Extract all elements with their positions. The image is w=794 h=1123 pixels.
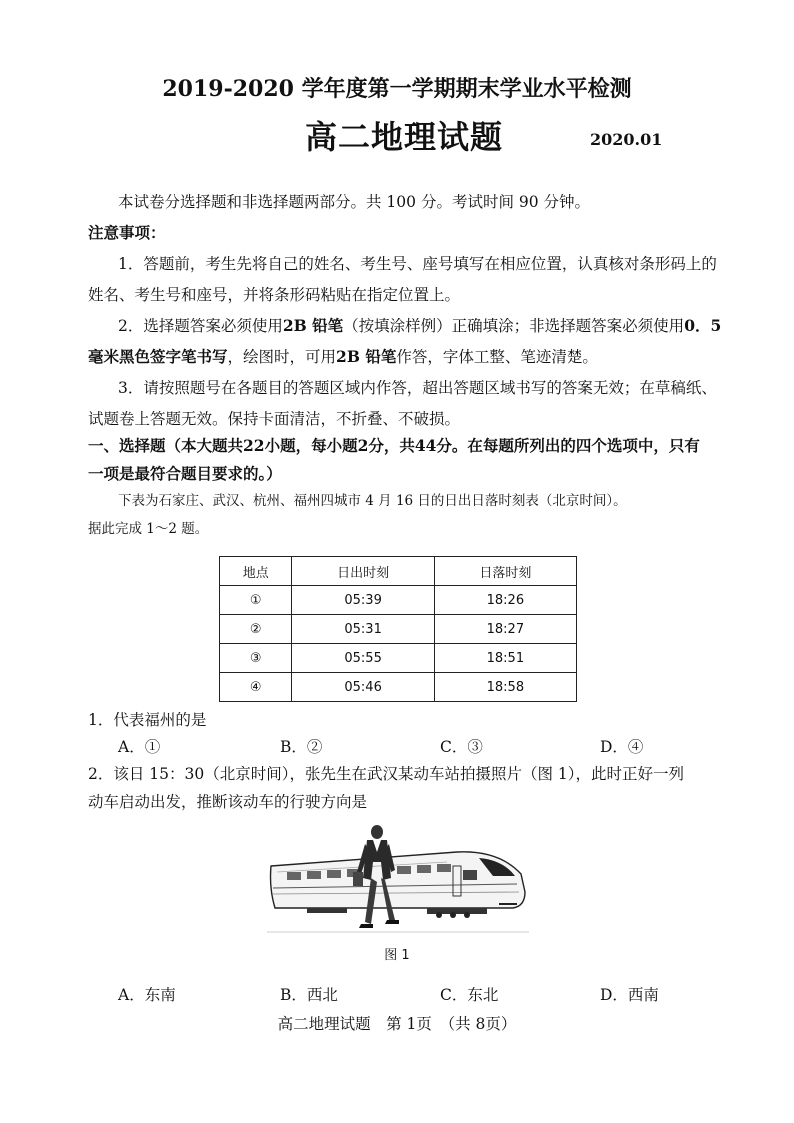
table-cell: ② — [220, 615, 292, 644]
table-header-cell: 日出时刻 — [292, 557, 434, 586]
note-1-line-2: 姓名、考生号和座号，并将条形码粘贴在指定位置上。 — [88, 286, 461, 304]
note-3-line-1: 3．请按照题号在各题目的答题区域内作答，超出答题区域书写的答案无效；在草稿纸、 — [118, 379, 717, 397]
figure-caption: 图 1 — [384, 948, 410, 963]
question-1-option-d: D．④ — [600, 738, 644, 756]
exam-title: 2019-2020 学年度第一学期期末学业水平检测 — [162, 76, 632, 102]
table-header-row — [220, 557, 577, 586]
exam-date: 2020.01 — [590, 130, 663, 149]
question-2-option-c: C．东北 — [440, 986, 499, 1004]
note-2-line-2 — [88, 345, 598, 367]
table-cell: 05:31 — [292, 615, 434, 644]
table-row — [220, 644, 577, 673]
note-2-text-b: （按填涂样例）正确填涂；非选择题答案必须使用 — [343, 317, 685, 335]
table-cell: 05:55 — [292, 644, 434, 673]
table-cell: ① — [220, 586, 292, 615]
table-cell: 05:39 — [292, 586, 434, 615]
table-cell: 18:51 — [434, 644, 576, 673]
note-2-pencil-2: 2B 铅笔 — [336, 347, 397, 366]
table-cell: ④ — [220, 673, 292, 702]
question-2-option-d: D．西南 — [600, 986, 659, 1004]
note-2-text-a: 2．选择题答案必须使用 — [118, 317, 283, 335]
table-row — [220, 673, 577, 702]
note-2-text-d: 作答，字体工整、笔迹清楚。 — [396, 348, 598, 366]
question-2-stem-line-1: 2．该日 15：30（北京时间），张先生在武汉某动车站拍摄照片（图 1），此时正好一列 — [88, 765, 685, 783]
table-header-cell: 地点 — [220, 557, 292, 586]
table-cell: ③ — [220, 644, 292, 673]
question-1-option-a: A．① — [118, 738, 161, 756]
sunrise-sunset-table — [219, 556, 577, 702]
stem-line-2: 据此完成 1～2 题。 — [88, 521, 209, 537]
table-header-cell: 日落时刻 — [434, 557, 576, 586]
note-1-line-1: 1．答题前，考生先将自己的姓名、考生号、座号填写在相应位置，认真核对条形码上的 — [118, 255, 717, 273]
subject-title: 高二地理试题 — [305, 118, 504, 156]
section-heading-line-1: 一、选择题（本大题共22小题，每小题2分，共44分。在每题所列出的四个选项中，只有 — [88, 436, 700, 455]
stem-line-1: 下表为石家庄、武汉、杭州、福州四城市 4 月 16 日的日出日落时刻表（北京时间）。 — [118, 493, 627, 509]
question-2-option-a: A．东南 — [118, 986, 176, 1004]
table-cell: 18:27 — [434, 615, 576, 644]
intro-text: 本试卷分选择题和非选择题两部分。共 100 分。考试时间 90 分钟。 — [118, 193, 591, 211]
table-cell: 18:26 — [434, 586, 576, 615]
note-2-text-c: ，绘图时，可用 — [227, 348, 337, 366]
table-cell: 05:46 — [292, 673, 434, 702]
table-row — [220, 615, 577, 644]
section-heading-line-2: 一项是最符合题目要求的。） — [88, 464, 282, 483]
note-2-pencil: 2B 铅笔 — [282, 316, 344, 335]
question-1-option-b: B．② — [280, 738, 323, 756]
table-row — [220, 586, 577, 615]
note-2-line-1 — [118, 314, 721, 336]
note-2-mm: 0．5 — [684, 316, 722, 335]
notes-heading: 注意事项： — [88, 223, 166, 242]
question-1-option-c: C．③ — [440, 738, 483, 756]
question-2-stem-line-2: 动车启动出发，推断该动车的行驶方向是 — [88, 793, 368, 811]
train-station-figure — [267, 822, 529, 940]
table-cell: 18:58 — [434, 673, 576, 702]
note-3-line-2: 试题卷上答题无效。保持卡面清洁，不折叠、不破损。 — [88, 410, 461, 428]
note-2-pen: 毫米黑色签字笔书写 — [88, 347, 228, 366]
page-footer: 高二地理试题 第 1页 （共 8页） — [277, 1015, 517, 1033]
question-2-option-b: B．西北 — [280, 986, 338, 1004]
question-1-stem: 1．代表福州的是 — [88, 711, 207, 729]
train-illustration — [271, 852, 526, 918]
